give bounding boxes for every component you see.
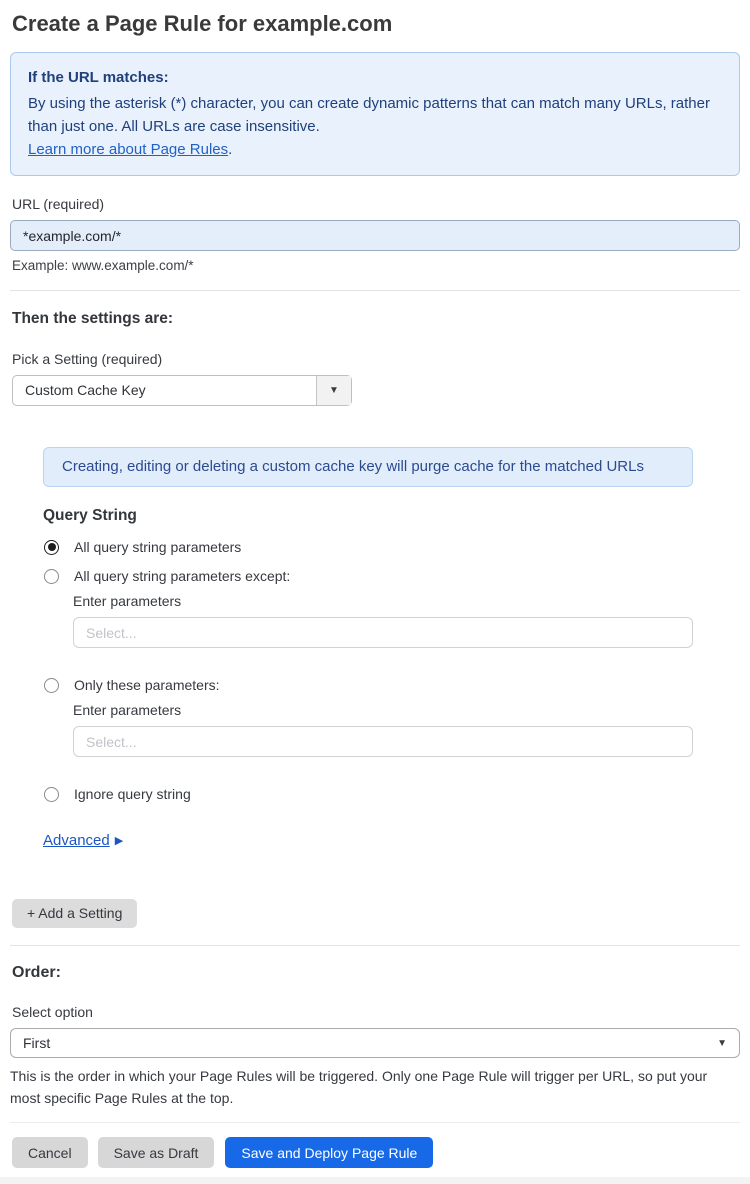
radio-button-icon[interactable]: [44, 540, 59, 555]
radio-label: Only these parameters:: [74, 677, 220, 693]
caret-right-icon: ▶: [114, 835, 124, 847]
chevron-down-icon: ▼: [717, 1037, 727, 1049]
chevron-down-icon: ▼: [316, 376, 351, 405]
radio-option-all-params[interactable]: [44, 539, 740, 555]
setting-select-value: Custom Cache Key: [25, 382, 146, 398]
url-input[interactable]: [10, 220, 740, 251]
section-divider: [10, 945, 740, 946]
order-heading: Order:: [12, 964, 61, 981]
section-divider: [10, 290, 740, 291]
radio-option-all-except[interactable]: [44, 568, 740, 584]
enter-parameters-label: Enter parameters: [73, 702, 182, 718]
radio-option-only-these[interactable]: [44, 677, 740, 693]
info-box-link-line: [28, 138, 722, 161]
footer-divider: [10, 1122, 740, 1123]
enter-parameters-label: Enter parameters: [73, 593, 182, 609]
advanced-link[interactable]: [43, 832, 123, 849]
url-field-label: URL (required): [12, 196, 105, 212]
parameters-input-except[interactable]: [73, 617, 693, 648]
radio-button-icon[interactable]: [44, 569, 59, 584]
learn-more-link[interactable]: Learn more about Page Rules: [28, 141, 229, 158]
url-match-info-box: [10, 52, 740, 176]
pick-setting-label: Pick a Setting (required): [12, 351, 163, 367]
radio-button-icon[interactable]: [44, 678, 59, 693]
radio-option-ignore[interactable]: [44, 786, 740, 802]
order-select[interactable]: [10, 1028, 740, 1058]
save-as-draft-button[interactable]: Save as Draft: [98, 1137, 215, 1168]
advanced-link-text: Advanced: [43, 832, 110, 849]
settings-heading: Then the settings are:: [12, 310, 174, 327]
info-box-body: By using the asterisk (*) character, you can create dynamic patterns that can match many URLs, rather than just one. All URLs are case insensitive.: [28, 95, 710, 135]
query-string-heading: Query String: [43, 507, 137, 524]
cancel-button[interactable]: Cancel: [12, 1137, 88, 1168]
radio-label: All query string parameters except:: [74, 568, 291, 584]
select-option-label: Select option: [12, 1004, 93, 1020]
order-select-value: First: [23, 1035, 51, 1051]
create-page-rule-form: [0, 10, 750, 1184]
page-title: Create a Page Rule for example.com: [12, 11, 393, 36]
radio-label: Ignore query string: [74, 786, 191, 802]
url-example-text: Example: www.example.com/*: [12, 258, 194, 273]
save-and-deploy-button[interactable]: Save and Deploy Page Rule: [225, 1137, 433, 1168]
cache-key-notice: Creating, editing or deleting a custom cache key will purge cache for the matched URLs: [43, 447, 693, 487]
setting-select[interactable]: [12, 375, 352, 406]
radio-label: All query string parameters: [74, 539, 242, 555]
bottom-strip: [0, 1177, 750, 1184]
radio-button-icon[interactable]: [44, 787, 59, 802]
info-box-heading: If the URL matches:: [28, 69, 169, 86]
parameters-input-only[interactable]: [73, 726, 693, 757]
link-suffix: .: [228, 141, 233, 158]
add-setting-button[interactable]: + Add a Setting: [12, 899, 137, 928]
footer-buttons: [12, 1137, 740, 1168]
order-description: This is the order in which your Page Rules will be triggered. Only one Page Rule will trigger per URL, so put your most specific Page Rules at the top.: [10, 1068, 708, 1106]
